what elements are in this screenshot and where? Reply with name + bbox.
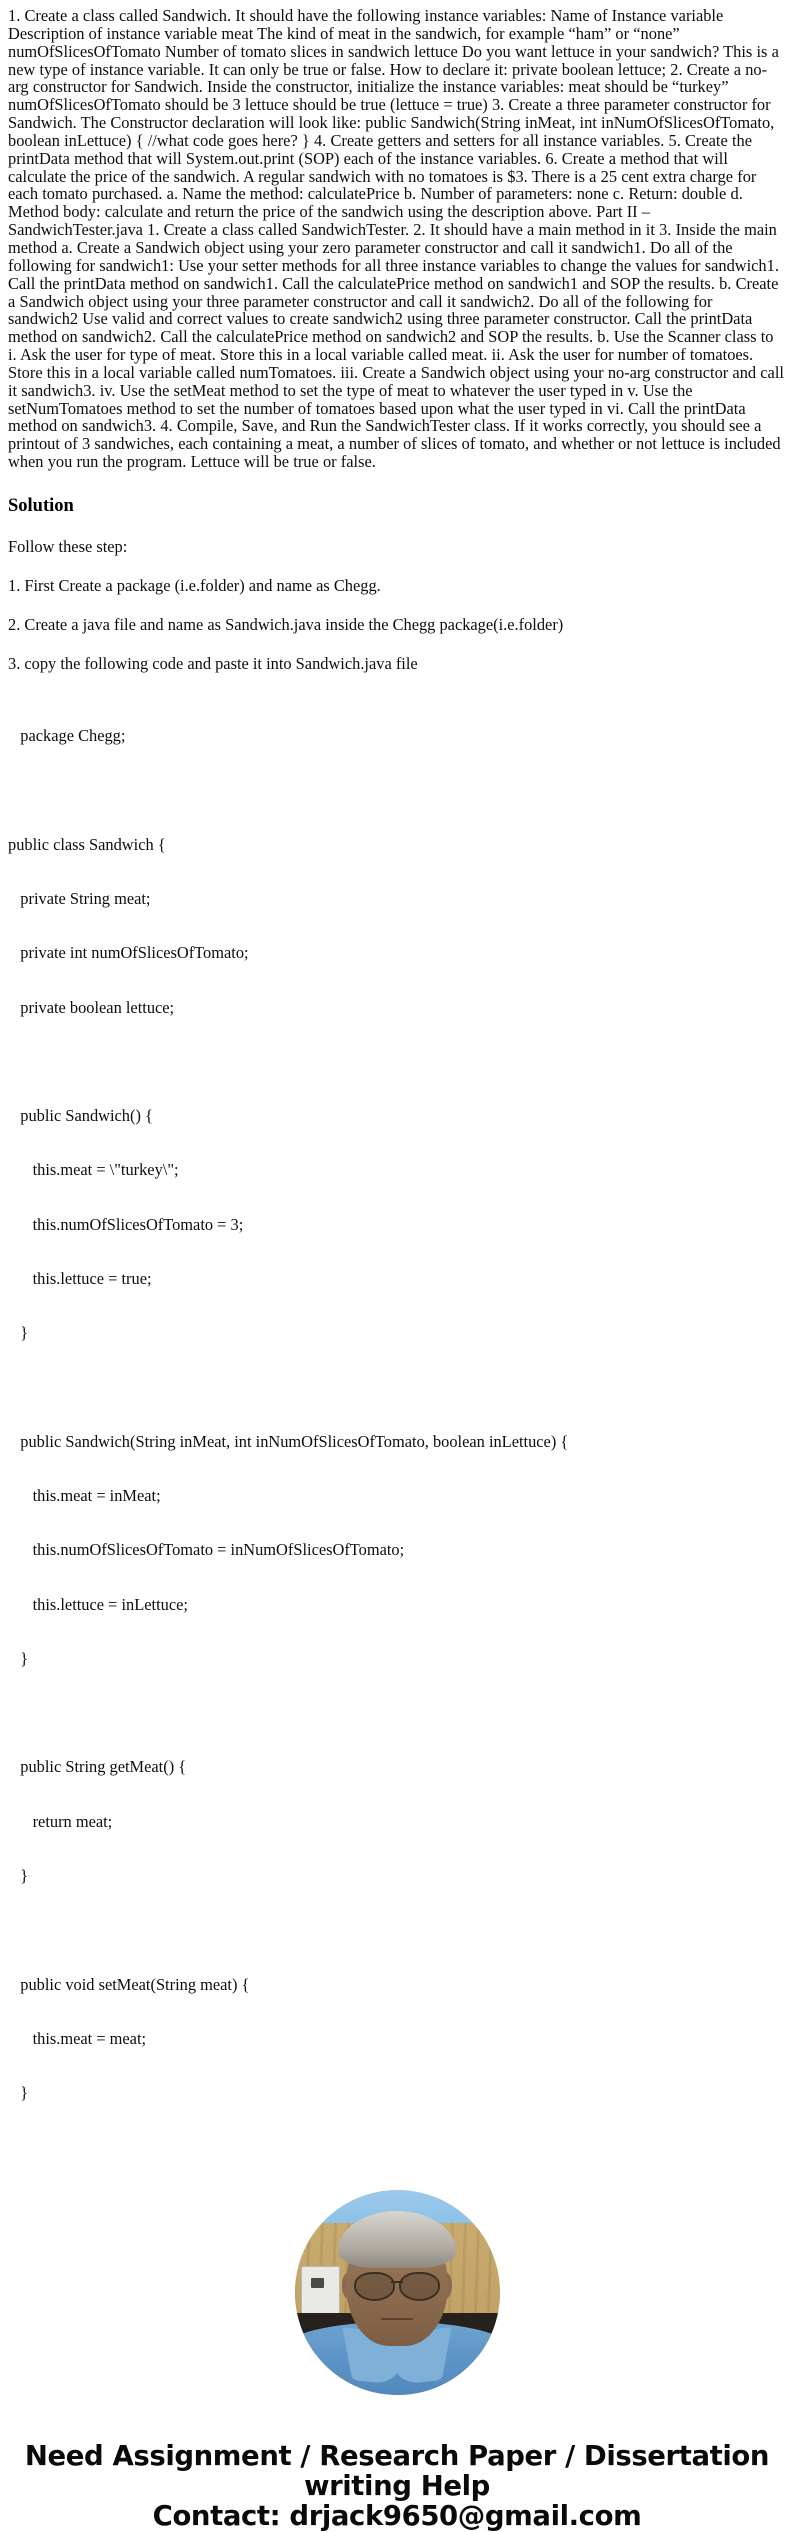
- avatar-glasses-right-lens: [399, 2272, 440, 2301]
- solution-step: 3. copy the following code and paste it into Sandwich.java file: [8, 653, 418, 673]
- code-line: return meat;: [8, 1811, 113, 1831]
- java-code-block: [8, 691, 786, 2139]
- code-line: [8, 1053, 786, 1071]
- code-line: package Chegg;: [8, 726, 126, 746]
- code-line: }: [8, 1648, 29, 1668]
- code-line: private int numOfSlicesOfTomato;: [8, 943, 249, 963]
- code-line: this.meat = \"turkey\";: [8, 1160, 179, 1180]
- solution-step: 2. Create a java file and name as Sandwich.java inside the Chegg package(i.e.folder): [8, 614, 564, 634]
- solution-intro-line: Follow these step:: [8, 536, 128, 556]
- code-line: }: [8, 1866, 29, 1886]
- code-line: private String meat;: [8, 888, 151, 908]
- code-line: private boolean lettuce;: [8, 997, 175, 1017]
- footer-contact-email: Contact: drjack9650@gmail.com: [152, 2500, 642, 2532]
- code-line: [8, 1379, 786, 1397]
- code-line: this.lettuce = true;: [8, 1268, 152, 1288]
- avatar-glasses-bridge: [391, 2281, 403, 2284]
- code-line: this.meat = inMeat;: [8, 1486, 161, 1506]
- code-line: this.meat = meat;: [8, 2028, 147, 2048]
- code-line: }: [8, 1323, 29, 1343]
- footer-line-1: Need Assignment / Research Paper / Dissertation: [24, 2440, 770, 2473]
- footer-promo: [8, 2441, 786, 2531]
- avatar-container: [8, 2190, 786, 2395]
- code-line: [8, 781, 786, 799]
- code-line: this.numOfSlicesOfTomato = inNumOfSlicesOfTomato;: [8, 1540, 405, 1560]
- code-line: public class Sandwich {: [8, 834, 166, 854]
- code-line: this.numOfSlicesOfTomato = 3;: [8, 1214, 244, 1234]
- avatar: [295, 2190, 500, 2395]
- code-line: public Sandwich() {: [8, 1106, 153, 1126]
- code-line: [8, 1704, 786, 1722]
- avatar-mouth: [381, 2318, 414, 2321]
- code-line: [8, 1921, 786, 1939]
- avatar-glasses-left-lens: [354, 2272, 395, 2301]
- code-line: public void setMeat(String meat) {: [8, 1974, 250, 1994]
- code-line: public String getMeat() {: [8, 1757, 187, 1777]
- code-line: public Sandwich(String inMeat, int inNumOfSlicesOfTomato, boolean inLettuce) {: [8, 1431, 569, 1451]
- footer-line-2: writing Help: [304, 2470, 490, 2503]
- solution-step: 1. First Create a package (i.e.folder) and name as Chegg.: [8, 575, 381, 595]
- solution-heading: Solution: [8, 495, 74, 516]
- code-line: this.lettuce = inLettuce;: [8, 1594, 188, 1614]
- code-line: }: [8, 2083, 29, 2103]
- question-text: 1. Create a class called Sandwich. It should have the following instance variables: Name of Instance variable Description of instance variable meat The kind of meat in the sandwich, for example “ham” or “none” numOfSlicesOfTomato Number of tomato slices in sandwich lettuce Do you want lettuce in your sandwich? This is a new type of instance variable. It can only be true or false. How to declare it: private boolean lettuce; 2. Create a no-arg constructor for Sandwich. Inside the constructor, initialize the instance variables: meat should be “turkey” numOfSlicesOfTomato should be 3 lettuce should be true (lettuce = true) 3. Create a three parameter constructor for Sandwich. The Constructor declaration will look like: public Sandwich(String inMeat, int inNumOfSlicesOfTomato, boolean inLettuce) { //what code goes here? } 4. Create getters and setters for all instance variables. 5. Create the printData method that will System.out.print (SOP) each of the instance variables. 6. Create a method that will calculate the price of the sandwich. A regular sandwich with no tomatoes is $3. There is a 25 cent extra charge for each tomato purchased. a. Name the method: calculatePrice b. Number of parameters: none c. Return: double d. Method body: calculate and return the price of the sandwich using the description above. Part II – SandwichTester.java 1. Create a class called SandwichTester. 2. It should have a main method in it 3. Inside the main method a. Create a Sandwich object using your zero parameter constructor and call it sandwich1. Do all of the following for sandwich1: Use your setter methods for all three instance variables to change the values for sandwich1. Call the printData method on sandwich1. Call the calculatePrice method on sandwich1 and SOP the results. b. Create a Sandwich object using your three parameter constructor and call it sandwich2. Do all of the following for sandwich2 Use valid and correct values to create sandwich2 using three parameter constructor. Call the printData method on sandwich2. Call the calculatePrice method on sandwich2 and SOP the results. b. Use the Scanner class to i. Ask the user for type of meat. Store this in a local variable called meat. ii. Ask the user for number of tomatoes. Store this in a local variable called numTomatoes. iii. Create a Sandwich object using your no-arg constructor and call it sandwich3. iv. Use the setMeat method to set the type of meat to whatever the user typed in v. Use the setNumTomatoes method to set the number of tomatoes based upon what the user typed in vi. Call the printData method on sandwich3. 4. Compile, Save, and Run the SandwichTester class. If it works correctly, you should see a printout of 3 sandwiches, each containing a meat, a number of slices of tomato, and whether or not lettuce is included when you run the program. Lettuce will be true or false.: [8, 6, 784, 472]
